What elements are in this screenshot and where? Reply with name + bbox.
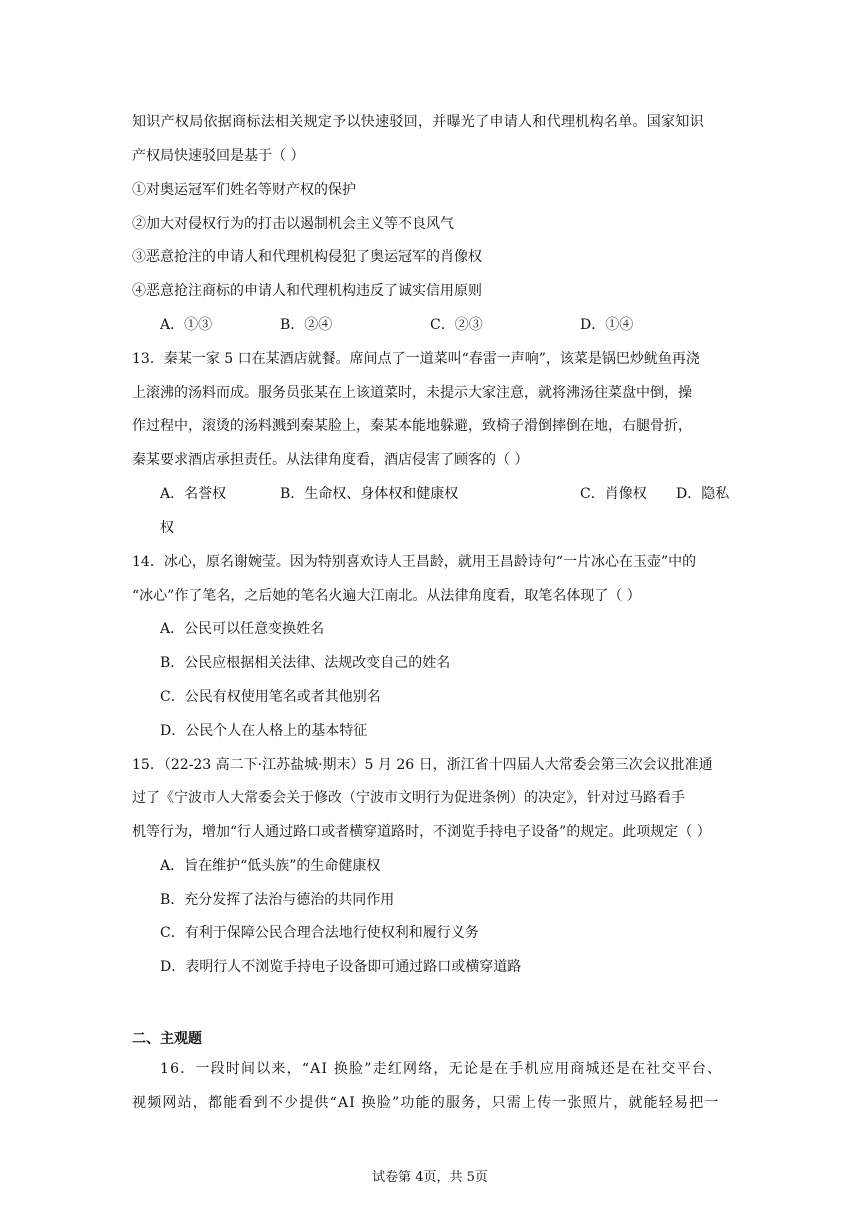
q16-stem-line-2: 视频网站，都能看到不少提供“AI 换脸”功能的服务，只需上传一张照片，就能轻易把一 <box>132 1095 720 1111</box>
q13-option-d: D．隐私 <box>676 486 730 502</box>
q12-option-a: A．①③ <box>160 317 213 333</box>
q12-item-3: ③恶意抢注的申请人和代理机构侵犯了奥运冠军的肖像权 <box>132 249 482 265</box>
q13-option-a: A．名誉权 <box>160 486 227 502</box>
q15-stem-line-3: 机等行为，增加“行人通过路口或者横穿道路时，不浏览手持电子设备”的规定。此项规定（ ） <box>132 824 711 840</box>
page-footer: 试卷第 4页，共 5页 <box>372 1170 488 1185</box>
q14-option-c: C．公民有权使用笔名或者其他别名 <box>160 689 381 705</box>
q15-stem-line-2: 过了《宁波市人大常委会关于修改（宁波市文明行为促进条例）的决定》，针对过马路看手 <box>132 790 685 806</box>
q12-option-c: C．②③ <box>430 317 483 333</box>
q12-option-d: D．①④ <box>580 317 634 333</box>
q13-option-c: C．肖像权 <box>580 486 647 502</box>
q12-item-4: ④恶意抢注商标的申请人和代理机构违反了诚实信用原则 <box>132 283 482 299</box>
q15-option-a: A．旨在维护“低头族”的生命健康权 <box>160 858 381 874</box>
q13-stem-line-1: 13．秦某一家 5 口在某酒店就餐。席间点了一道菜叫“春雷一声响”，该菜是锅巴炒鱿鱼再浇 <box>132 351 700 367</box>
q13-option-d-wrap: 权 <box>160 520 174 536</box>
q13-stem-line-2: 上滚沸的汤料而成。服务员张某在上该道菜时，未提示大家注意，就将沸汤往菜盘中倒，操 <box>132 385 692 401</box>
q15-option-d: D．表明行人不浏览手持电子设备即可通过路口或横穿道路 <box>160 959 522 975</box>
q14-option-d: D．公民个人在人格上的基本特征 <box>160 723 368 739</box>
q13-stem-line-3: 作过程中，滚烫的汤料溅到秦某脸上，秦某本能地躲避，致椅子滑倒摔倒在地，右腿骨折， <box>132 418 692 434</box>
q12-stem-line-1: 知识产权局依据商标法相关规定予以快速驳回，并曝光了申请人和代理机构名单。国家知识 <box>132 114 704 130</box>
q14-option-b: B．公民应根据相关法律、法规改变自己的姓名 <box>160 655 451 671</box>
q12-stem-line-2: 产权局快速驳回是基于（ ） <box>132 148 305 164</box>
q12-item-1: ①对奥运冠军们姓名等财产权的保护 <box>132 182 356 198</box>
q14-stem-line-1: 14．冰心，原名谢婉莹。因为特别喜欢诗人王昌龄，就用王昌龄诗句“一片冰心在玉壶”中的 <box>132 554 697 570</box>
q13-stem-line-4: 秦某要求酒店承担责任。从法律角度看，酒店侵害了顾客的（ ） <box>132 452 529 468</box>
q16-stem-line-1: 16．一段时间以来，“AI 换脸”走红网络，无论是在手机应用商城还是在社交平台、 <box>160 1061 723 1077</box>
q13-option-b: B．生命权、身体权和健康权 <box>280 486 459 502</box>
q12-item-2: ②加大对侵权行为的打击以遏制机会主义等不良风气 <box>132 216 454 232</box>
q15-stem-line-1: 15．（22-23 高二下·江苏盐城·期末）5 月 26 日，浙江省十四届人大常委会第三次会议批准通 <box>132 757 713 773</box>
q15-option-b: B．充分发挥了法治与德治的共同作用 <box>160 892 395 908</box>
q15-option-c: C．有利于保障公民合理合法地行使权利和履行义务 <box>160 925 479 941</box>
section-heading: 二、主观题 <box>132 1031 202 1047</box>
q14-stem-line-2: “冰心”作了笔名，之后她的笔名火遍大江南北。从法律角度看，取笔名体现了（ ） <box>132 588 641 604</box>
q12-option-b: B．②④ <box>280 317 333 333</box>
q14-option-a: A．公民可以任意变换姓名 <box>160 621 325 637</box>
